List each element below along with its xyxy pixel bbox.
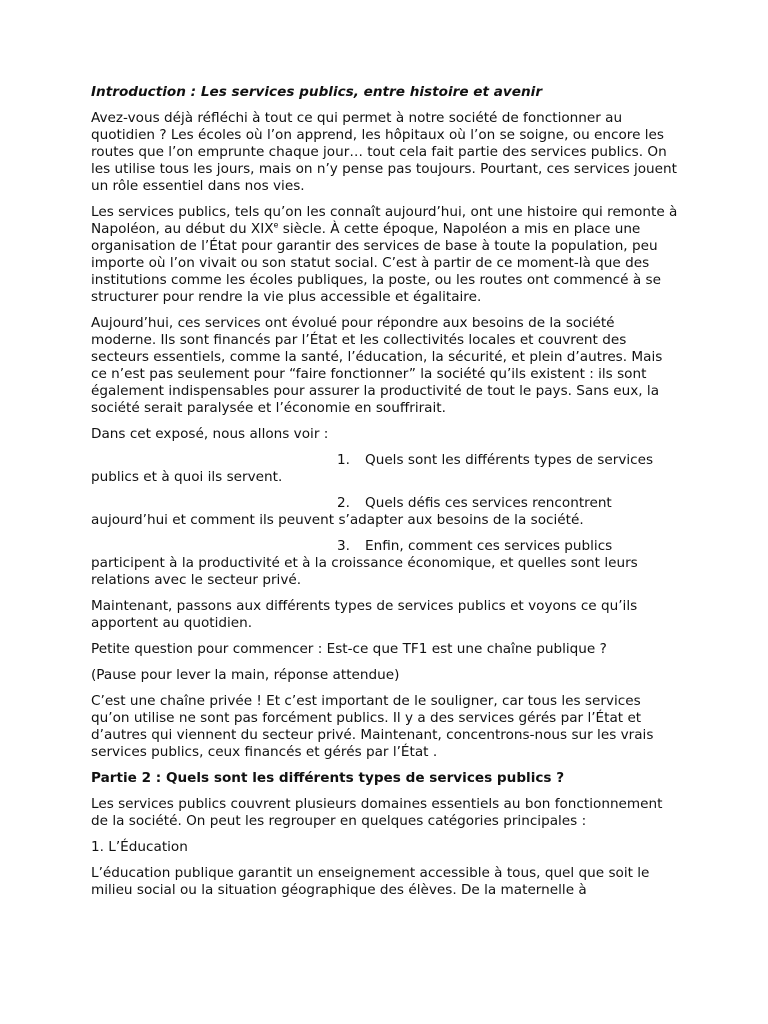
today-paragraph: Aujourd’hui, ces services ont évolué pour répondre aux besoins de la société moderne. Ils sont financés par l’État et les collectivités locales et couvrent des secteurs essentiels, comme la santé, l’éducation, la sécurité, et plein d’autres. Mais ce n’est pas seulement pour “faire fonctionner” la société qu’ils existent : ils sont également indispensables pour assurer la productivité de tout le pays. Sans eux, la société serait paralysée et l’économie en souffrirait.	[91, 315, 663, 416]
document-page	[91, 84, 681, 908]
list-text: Enfin, comment ces services publics participent à la productivité et à la croissance économique, et quelles sont leurs relations avec le secteur privé.	[91, 538, 638, 588]
list-text: Quels défis ces services rencontrent aujourd’hui et comment ils peuvent s’adapter aux besoins de la société.	[91, 495, 612, 528]
intro-paragraph: Avez-vous déjà réfléchi à tout ce qui permet à notre société de fonctionner au quotidien ? Les écoles où l’on apprend, les hôpitaux où l’on se soigne, ou encore les routes que l’on emprunte chaque jour… tout cela fait partie des services publics. On les utilise tous les jours, mais on n’y pense pas toujours. Pourtant, ces services jouent un rôle essentiel dans nos vies.	[91, 110, 677, 194]
list-text: Quels sont les différents types de services publics et à quoi ils servent.	[91, 452, 654, 485]
answer-paragraph: C’est une chaîne privée ! Et c’est important de le souligner, car tous les services qu’on utilise ne sont pas forcément publics. Il y a des services gérés par l’État et d’autres qui viennent du secteur privé. Maintenant, concentrons-nous sur les vrais services publics, ceux financés et gérés par l’État .	[91, 693, 654, 760]
plan-list-item	[91, 538, 681, 589]
list-number: 3.	[337, 538, 350, 554]
list-number: 1.	[337, 452, 350, 468]
history-text-end: siècle. À cette époque, Napoléon a mis en place une organisation de l’État pour garantir des services de base à toute la population, peu importe où l’on vivait ou son statut social. C’est à partir de ce moment-là que des institutions comme les écoles publiques, la poste, ou les routes ont commencé à se structurer pour rendre la vie plus accessible et égalitaire.	[91, 221, 661, 305]
pause-paragraph: (Pause pour lever la main, réponse attendue)	[91, 667, 400, 683]
question-paragraph: Petite question pour commencer : Est-ce que TF1 est une chaîne publique ?	[91, 641, 607, 657]
history-text-start: Les services publics, tels qu’on les connaît aujourd’hui, ont une histoire qui remonte à Napoléon, au début du XIX	[91, 204, 678, 237]
list-number: 2.	[337, 495, 350, 511]
plan-intro: Dans cet exposé, nous allons voir :	[91, 426, 329, 442]
document-title: Introduction : Les services publics, entre histoire et avenir	[91, 84, 543, 100]
part2-intro-paragraph: Les services publics couvrent plusieurs domaines essentiels au bon fonctionnement de la société. On peut les regrouper en quelques catégories principales :	[91, 796, 663, 829]
plan-list-item	[91, 495, 681, 529]
part2-heading: Partie 2 : Quels sont les différents types de services publics ?	[91, 770, 565, 786]
transition-paragraph: Maintenant, passons aux différents types de services publics et voyons ce qu’ils apportent au quotidien.	[91, 598, 638, 631]
history-paragraph	[91, 204, 681, 306]
section1-paragraph: L’éducation publique garantit un enseignement accessible à tous, quel que soit le milieu social ou la situation géographique des élèves. De la maternelle à	[91, 865, 650, 898]
century-superscript: e	[273, 220, 279, 230]
plan-list-item	[91, 452, 681, 486]
section1-heading: 1. L’Éducation	[91, 839, 188, 855]
